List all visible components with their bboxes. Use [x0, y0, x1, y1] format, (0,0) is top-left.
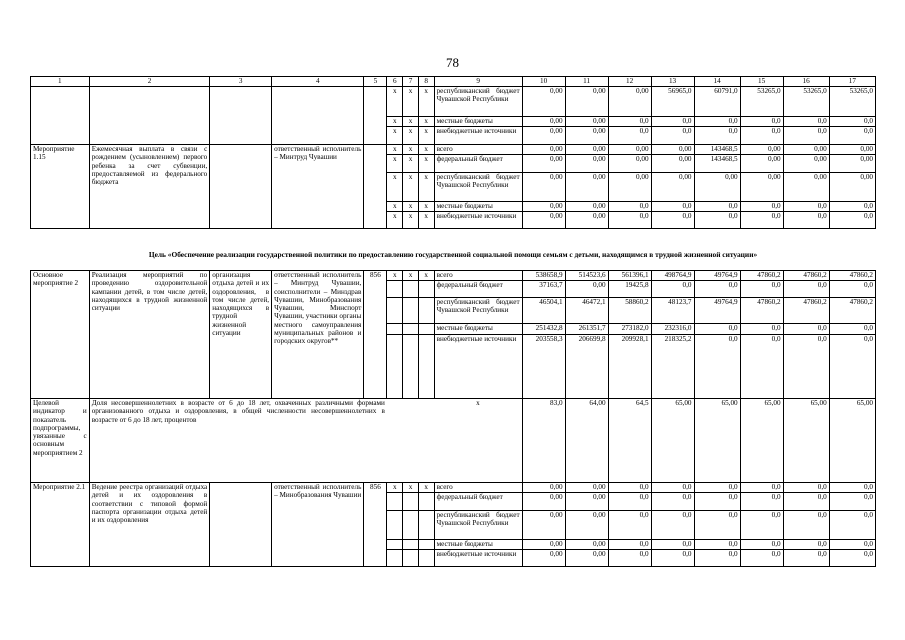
flag-cell: x — [418, 271, 434, 281]
value-cell: 0,0 — [608, 483, 651, 493]
flag-cell — [418, 298, 434, 324]
value-cell: 0,0 — [608, 493, 651, 511]
value-cell: 0,0 — [694, 493, 740, 511]
flag-cell — [387, 399, 403, 483]
flag-cell — [387, 493, 403, 511]
value-cell: 0,0 — [694, 127, 740, 145]
funding-source-cell: местные бюджеты — [434, 324, 522, 335]
value-cell: 0,0 — [651, 127, 694, 145]
value-cell: 46472,1 — [565, 298, 608, 324]
value-cell: 46504,1 — [522, 298, 565, 324]
flag-cell — [387, 324, 403, 335]
value-cell: 0,00 — [522, 511, 565, 540]
value-cell: 232316,0 — [651, 324, 694, 335]
value-cell: 0,00 — [565, 87, 608, 117]
event-name-cell: Мероприятие 2.1 — [31, 483, 90, 567]
value-cell: 0,0 — [783, 335, 829, 399]
value-cell: 498764,9 — [651, 271, 694, 281]
value-cell: 0,00 — [522, 145, 565, 155]
value-cell: 0,00 — [651, 145, 694, 155]
value-cell: 0,00 — [522, 540, 565, 550]
flag-cell — [403, 540, 419, 550]
value-cell: 0,0 — [651, 281, 694, 298]
column-header-cell: 5 — [364, 77, 387, 87]
value-cell: 56965,0 — [651, 87, 694, 117]
value-cell: 0,0 — [608, 550, 651, 567]
flag-cell — [387, 298, 403, 324]
column-header-cell: 3 — [210, 77, 272, 87]
value-cell: 0,0 — [651, 493, 694, 511]
column-header-cell: 15 — [740, 77, 783, 87]
value-cell: 0,00 — [522, 87, 565, 117]
flag-cell — [418, 324, 434, 335]
flag-cell: x — [403, 117, 419, 127]
executor-cell: ответственный исполнитель – Минтруд Чувашии, соисполнители – Минздрав Чувашии, Минобразования Чувашии, Минспорт Чувашии, участники органы местного самоуправления муниципальных районов и городских округов** — [272, 271, 364, 399]
value-cell: 0,0 — [783, 281, 829, 298]
goal-heading: Цель «Обеспечение реализации государственной политики по предоставлению государственной социальной помощи семьям с детьми, находящимся в трудной жизненной ситуации» — [148, 250, 758, 259]
table-row — [31, 483, 876, 493]
value-cell: 53265,0 — [783, 87, 829, 117]
value-cell: 0,00 — [608, 173, 651, 202]
column-header-cell: 1 — [31, 77, 90, 87]
value-cell: 0,00 — [783, 155, 829, 173]
task-cell — [210, 145, 272, 229]
value-cell: 0,0 — [608, 212, 651, 229]
executor-cell — [272, 87, 364, 145]
value-cell: 0,0 — [740, 202, 783, 212]
column-header-cell: 11 — [565, 77, 608, 87]
value-cell: 0,00 — [608, 155, 651, 173]
funding-source-cell: местные бюджеты — [434, 117, 522, 127]
funding-source-cell: внебюджетные источники — [434, 127, 522, 145]
flag-cell — [387, 281, 403, 298]
value-cell: 0,0 — [740, 324, 783, 335]
task-cell — [210, 87, 272, 145]
flag-cell — [418, 281, 434, 298]
value-cell: 0,00 — [522, 117, 565, 127]
column-header-cell: 7 — [403, 77, 419, 87]
flag-cell — [418, 540, 434, 550]
value-cell: 0,00 — [522, 550, 565, 567]
value-cell: 0,00 — [565, 212, 608, 229]
flag-cell: x — [418, 117, 434, 127]
value-cell: 0,0 — [651, 202, 694, 212]
value-cell: 58860,2 — [608, 298, 651, 324]
value-cell: 0,00 — [522, 202, 565, 212]
funding-source-cell: всего — [434, 145, 522, 155]
executor-cell: ответственный исполнитель – Минобразования Чувашии — [272, 483, 364, 567]
value-cell: 273182,0 — [608, 324, 651, 335]
value-cell: 0,0 — [740, 540, 783, 550]
value-cell: 0,00 — [522, 493, 565, 511]
funding-source-cell: внебюджетные источники — [434, 550, 522, 567]
flag-cell: x — [387, 483, 403, 493]
code-cell — [364, 145, 387, 229]
task-cell: организация отдыха детей и их оздоровления, в том числе детей, находящихся в трудной жизненной ситуации — [210, 271, 272, 399]
value-cell: 19425,8 — [608, 281, 651, 298]
value-cell: 49764,9 — [694, 271, 740, 281]
value-cell: 0,00 — [829, 145, 875, 155]
value-cell: 65,00 — [829, 399, 875, 483]
flag-cell — [418, 493, 434, 511]
value-cell: 206699,8 — [565, 335, 608, 399]
value-cell: 0,0 — [608, 540, 651, 550]
flag-cell: x — [418, 202, 434, 212]
value-cell: 203558,3 — [522, 335, 565, 399]
code-cell: 856 — [364, 483, 387, 567]
value-cell: 64,5 — [608, 399, 651, 483]
target-row — [31, 399, 876, 483]
value-cell: 64,00 — [565, 399, 608, 483]
value-cell: 0,00 — [565, 550, 608, 567]
column-header-cell: 6 — [387, 77, 403, 87]
funding-source-cell: всего — [434, 483, 522, 493]
funding-source-cell: республиканский бюджет Чувашской Республики — [434, 87, 522, 117]
funding-source-cell: республиканский бюджет Чувашской Республики — [434, 298, 522, 324]
funding-source-cell: федеральный бюджет — [434, 155, 522, 173]
event-description-cell: Ежемесячная выплата в связи с рождением (усыновлением) первого ребенка за счет субвенции, предоставляемой из федерального бюджета — [89, 145, 210, 229]
value-cell: 0,0 — [783, 117, 829, 127]
value-cell: 538658,9 — [522, 271, 565, 281]
funding-source-cell: местные бюджеты — [434, 202, 522, 212]
flag-cell: x — [418, 145, 434, 155]
value-cell: 0,0 — [694, 335, 740, 399]
table-row — [31, 145, 876, 155]
flag-cell — [387, 335, 403, 399]
value-cell: 0,0 — [783, 493, 829, 511]
flag-cell: x — [403, 483, 419, 493]
value-cell: 561396,1 — [608, 271, 651, 281]
value-cell: 0,00 — [565, 281, 608, 298]
value-cell: 0,0 — [694, 540, 740, 550]
value-cell: 0,0 — [740, 483, 783, 493]
flag-cell — [403, 493, 419, 511]
value-cell: 0,0 — [651, 212, 694, 229]
value-cell: 0,0 — [651, 550, 694, 567]
value-cell: 0,0 — [829, 335, 875, 399]
value-cell: 0,0 — [829, 202, 875, 212]
flag-cell — [387, 511, 403, 540]
value-cell: 0,0 — [829, 117, 875, 127]
flag-cell — [403, 281, 419, 298]
value-cell: 0,00 — [522, 155, 565, 173]
column-header-cell: 16 — [783, 77, 829, 87]
event-name-cell — [31, 87, 90, 145]
task-cell — [210, 483, 272, 567]
page-number: 78 — [446, 55, 459, 70]
value-cell: 0,0 — [783, 550, 829, 567]
funding-source-cell: местные бюджеты — [434, 540, 522, 550]
value-cell: 251432,8 — [522, 324, 565, 335]
value-cell: 0,00 — [565, 493, 608, 511]
value-cell: 47860,2 — [783, 298, 829, 324]
value-cell: 0,0 — [783, 324, 829, 335]
flag-cell — [418, 399, 434, 483]
value-cell: 0,00 — [651, 173, 694, 202]
value-cell: 0,0 — [740, 511, 783, 540]
flag-cell: x — [418, 127, 434, 145]
flag-cell: x — [418, 483, 434, 493]
value-cell: 0,00 — [565, 145, 608, 155]
value-cell: 0,0 — [694, 117, 740, 127]
value-cell: 0,0 — [829, 483, 875, 493]
value-cell: 0,0 — [829, 324, 875, 335]
value-cell: 0,0 — [740, 212, 783, 229]
value-cell: 0,00 — [565, 117, 608, 127]
flag-cell: x — [403, 155, 419, 173]
value-cell: 0,00 — [565, 173, 608, 202]
flag-cell — [403, 399, 419, 483]
event-description-cell: Ведение реестра организаций отдыха детей и их оздоровления в соответствии с типовой формой паспорта организации отдыха детей и их оздоровления — [89, 483, 210, 567]
funding-source-cell: внебюджетные источники — [434, 335, 522, 399]
value-cell: 0,00 — [608, 87, 651, 117]
value-cell: 0,0 — [783, 483, 829, 493]
flag-cell — [418, 550, 434, 567]
value-cell: 53265,0 — [740, 87, 783, 117]
funding-source-cell: всего — [434, 271, 522, 281]
value-cell: 0,0 — [783, 202, 829, 212]
value-cell: 65,00 — [651, 399, 694, 483]
funding-source-cell: внебюджетные источники — [434, 212, 522, 229]
value-cell: 0,00 — [522, 212, 565, 229]
value-cell: 0,0 — [829, 493, 875, 511]
column-header-cell: 9 — [434, 77, 522, 87]
flag-cell: x — [403, 87, 419, 117]
column-header-cell: 17 — [829, 77, 875, 87]
flag-cell: x — [418, 173, 434, 202]
value-cell: 209928,1 — [608, 335, 651, 399]
code-cell — [364, 87, 387, 145]
value-cell: 47860,2 — [829, 271, 875, 281]
value-cell: 0,00 — [783, 173, 829, 202]
indicator-name-cell: Целевой индикатор и показатель подпрограммы, увязанные с основным мероприятием 2 — [31, 399, 90, 483]
value-cell: 143468,5 — [694, 155, 740, 173]
value-cell: 0,0 — [608, 127, 651, 145]
value-cell: 0,0 — [694, 550, 740, 567]
flag-cell: x — [418, 155, 434, 173]
value-cell: 0,0 — [740, 127, 783, 145]
flag-cell — [403, 550, 419, 567]
value-cell: 0,0 — [829, 540, 875, 550]
value-cell: 0,0 — [740, 335, 783, 399]
flag-cell: x — [387, 271, 403, 281]
value-cell: 514523,6 — [565, 271, 608, 281]
flag-cell: x — [403, 127, 419, 145]
funding-source-cell: федеральный бюджет — [434, 493, 522, 511]
value-cell: 0,00 — [565, 127, 608, 145]
value-cell: 0,00 — [565, 540, 608, 550]
flag-cell: x — [418, 212, 434, 229]
value-cell: 0,00 — [522, 173, 565, 202]
value-cell: 0,0 — [608, 202, 651, 212]
event-description-cell — [89, 87, 210, 145]
value-cell: 0,00 — [829, 155, 875, 173]
value-cell: 0,0 — [783, 540, 829, 550]
table-row — [31, 271, 876, 281]
executor-cell: ответственный исполнитель – Минтруд Чувашии — [272, 145, 364, 229]
value-cell: 218325,2 — [651, 335, 694, 399]
flag-cell — [418, 511, 434, 540]
value-cell: 0,0 — [783, 212, 829, 229]
funding-source-cell: республиканский бюджет Чувашской Республики — [434, 511, 522, 540]
value-cell: 0,0 — [783, 127, 829, 145]
value-cell: 0,0 — [608, 511, 651, 540]
value-cell: 65,00 — [783, 399, 829, 483]
value-cell: 0,00 — [565, 511, 608, 540]
value-cell: 0,0 — [694, 483, 740, 493]
flag-cell — [418, 335, 434, 399]
funding-source-cell: федеральный бюджет — [434, 281, 522, 298]
flag-cell — [403, 335, 419, 399]
flag-cell: x — [403, 145, 419, 155]
value-cell: 65,00 — [694, 399, 740, 483]
flag-cell: x — [434, 399, 522, 483]
budget-table-bottom — [30, 270, 876, 567]
value-cell: 0,00 — [694, 173, 740, 202]
value-cell: 83,0 — [522, 399, 565, 483]
value-cell: 0,0 — [651, 117, 694, 127]
value-cell: 0,0 — [694, 511, 740, 540]
value-cell: 65,00 — [740, 399, 783, 483]
flag-cell: x — [418, 87, 434, 117]
flag-cell: x — [387, 202, 403, 212]
flag-cell: x — [403, 173, 419, 202]
value-cell: 53265,0 — [829, 87, 875, 117]
flag-cell: x — [387, 87, 403, 117]
header-row — [31, 77, 876, 87]
flag-cell — [403, 298, 419, 324]
value-cell: 0,0 — [783, 511, 829, 540]
flag-cell: x — [387, 212, 403, 229]
flag-cell — [387, 540, 403, 550]
flag-cell: x — [387, 145, 403, 155]
column-header-cell: 12 — [608, 77, 651, 87]
value-cell: 47860,2 — [783, 271, 829, 281]
value-cell: 0,0 — [608, 117, 651, 127]
value-cell: 0,0 — [694, 324, 740, 335]
event-name-cell: Основное мероприятие 2 — [31, 271, 90, 399]
value-cell: 0,0 — [651, 540, 694, 550]
flag-cell: x — [403, 271, 419, 281]
budget-table-top — [30, 76, 876, 229]
value-cell: 0,00 — [522, 127, 565, 145]
flag-cell: x — [403, 212, 419, 229]
value-cell: 0,0 — [651, 483, 694, 493]
column-header-cell: 2 — [89, 77, 210, 87]
funding-source-cell: республиканский бюджет Чувашской Республики — [434, 173, 522, 202]
value-cell: 0,0 — [694, 281, 740, 298]
value-cell: 60791,0 — [694, 87, 740, 117]
column-header-cell: 8 — [418, 77, 434, 87]
value-cell: 0,00 — [608, 145, 651, 155]
value-cell: 0,00 — [565, 483, 608, 493]
value-cell: 0,0 — [829, 550, 875, 567]
value-cell: 47860,2 — [829, 298, 875, 324]
value-cell: 0,0 — [694, 202, 740, 212]
value-cell: 261351,7 — [565, 324, 608, 335]
value-cell: 0,00 — [740, 155, 783, 173]
value-cell: 0,0 — [829, 127, 875, 145]
column-header-cell: 4 — [272, 77, 364, 87]
flag-cell — [387, 550, 403, 567]
value-cell: 0,00 — [829, 173, 875, 202]
value-cell: 0,0 — [829, 281, 875, 298]
event-name-cell: Мероприятие 1.15 — [31, 145, 90, 229]
value-cell: 0,00 — [522, 483, 565, 493]
column-header-cell: 10 — [522, 77, 565, 87]
value-cell: 0,0 — [829, 212, 875, 229]
value-cell: 0,0 — [740, 281, 783, 298]
value-cell: 0,00 — [565, 155, 608, 173]
table-row — [31, 87, 876, 117]
flag-cell: x — [387, 127, 403, 145]
value-cell: 0,0 — [651, 511, 694, 540]
code-cell: 856 — [364, 271, 387, 399]
flag-cell: x — [387, 173, 403, 202]
value-cell: 49764,9 — [694, 298, 740, 324]
indicator-text-cell: Доля несовершеннолетних в возрасте от 6 до 18 лет, охваченных различными формами организованного отдыха и оздоровления, в общей численности несовершеннолетних в возрасте от 6 до 18 лет, процентов — [89, 399, 387, 483]
flag-cell — [403, 324, 419, 335]
value-cell: 0,00 — [783, 145, 829, 155]
column-header-cell: 14 — [694, 77, 740, 87]
value-cell: 0,00 — [651, 155, 694, 173]
value-cell: 47860,2 — [740, 271, 783, 281]
value-cell: 0,0 — [694, 212, 740, 229]
value-cell: 0,00 — [565, 202, 608, 212]
value-cell: 47860,2 — [740, 298, 783, 324]
event-description-cell: Реализация мероприятий по проведению оздоровительной кампании детей, в том числе детей, находящихся в трудной жизненной ситуации — [89, 271, 210, 399]
value-cell: 0,00 — [740, 145, 783, 155]
value-cell: 143468,5 — [694, 145, 740, 155]
column-header-cell: 13 — [651, 77, 694, 87]
value-cell: 0,0 — [740, 550, 783, 567]
flag-cell: x — [403, 202, 419, 212]
flag-cell: x — [387, 117, 403, 127]
flag-cell: x — [387, 155, 403, 173]
value-cell: 0,0 — [829, 511, 875, 540]
value-cell: 48123,7 — [651, 298, 694, 324]
value-cell: 0,0 — [740, 117, 783, 127]
value-cell: 37163,7 — [522, 281, 565, 298]
value-cell: 0,0 — [740, 493, 783, 511]
value-cell: 0,00 — [740, 173, 783, 202]
flag-cell — [403, 511, 419, 540]
